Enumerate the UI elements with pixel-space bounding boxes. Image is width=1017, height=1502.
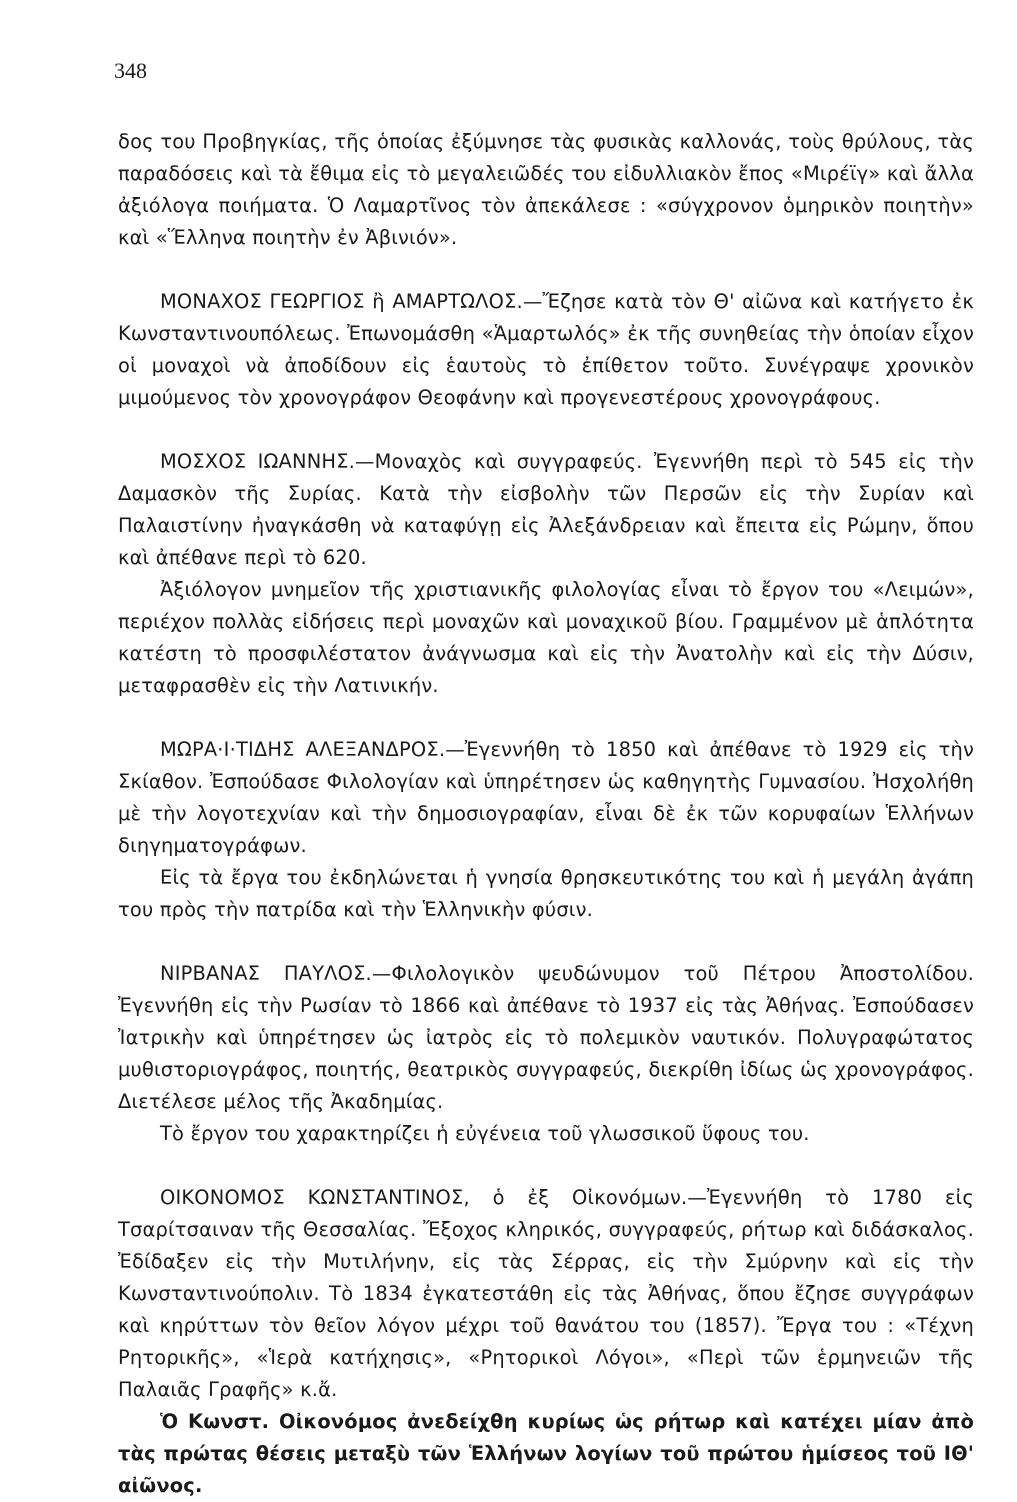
entry-paragraph: ΜΩΡΑ·Ι·ΤΙΔΗΣ ΑΛΕΞΑΝΔΡΟΣ.—Ἐγεννήθη τὸ 1850 καὶ ἀπέθανε τὸ 1929 εἰς τὴν Σκίαθον. Ἐσπούδασε Φιλολογίαν καὶ ὑπηρέτησεν ὡς καθηγητὴς Γυμνασίου. Ἠσχολήθη μὲ τὴν λογοτεχνίαν καὶ τὴν δημοσιογραφίαν, εἶναι δὲ ἐκ τῶν κορυφαίων Ἑλλήνων διηγηματογράφων.: [118, 738, 974, 857]
entry-paragraph: ΝΙΡΒΑΝΑΣ ΠΑΥΛΟΣ.—Φιλολογικὸν ψευδώνυμον τοῦ Πέτρου Ἀποστολίδου. Ἐγεννήθη εἰς τὴν Ρωσίαν τὸ 1866 καὶ ἀπέθανε τὸ 1937 εἰς τὰς Ἀθήνας. Ἐσπούδασεν Ἰατρικὴν καὶ ὑπηρέτησεν ὡς ἰατρὸς εἰς τὸ πολεμικὸν ναυτικόν. Πολυγραφώτατος μυθιστοριογράφος, ποιητής, θεατρικὸς συγγραφεύς, διεκρίθη ἰδίως ὡς χρονογράφος. Διετέλεσε μέλος τῆς Ἀκαδημίας.: [118, 962, 974, 1113]
intro-paragraph: δος του Προβηγκίας, τῆς ὁποίας ἐξύμνησε τὰς φυσικὰς καλλονάς, τοὺς θρύλους, τὰς παραδόσεις καὶ τὰ ἔθιμα εἰς τὸ μεγαλειῶδές του εἰδυλλιακὸν ἔπος «Μιρέϊγ» καὶ ἄλλα ἀξιόλογα ποιήματα. Ὁ Λαμαρτῖνος τὸν ἀπεκάλεσε : «σύγχρονον ὁμηρικὸν ποιητὴν» καὶ «Ἕλληνα ποιητὴν ἐν Ἀβινιόν».: [118, 130, 974, 249]
entry-paragraph: ΟΙΚΟΝΟΜΟΣ ΚΩΝΣΤΑΝΤΙΝΟΣ, ὁ ἐξ Οἰκονόμων.—Ἐγεννήθη τὸ 1780 εἰς Τσαρίτσαιναν τῆς Θεσσαλίας. Ἔξοχος κληρικός, συγγραφεύς, ρήτωρ καὶ διδάσκαλος. Ἐδίδαξεν εἰς τὴν Μυτιλήνην, εἰς τὰς Σέρρας, εἰς τὴν Σμύρνην καὶ εἰς τὴν Κωνσταντινούπολιν. Τὸ 1834 ἐγκατεστάθη εἰς τὰς Ἀθήνας, ὅπου ἔζησε συγγράφων καὶ κηρύττων τὸν θεῖον λόγον μέχρι τοῦ θανάτου του (1857). Ἔργα του : «Τέχνη Ρητορικῆς», «Ἱερὰ κατήχησις», «Ρητορικοὶ Λόγοι», «Περὶ τῶν ἑρμηνειῶν τῆς Παλαιᾶς Γραφῆς» κ.ἄ.: [118, 1186, 974, 1401]
entry-paragraph: ΜΟΣΧΟΣ ΙΩΑΝΝΗΣ.—Μοναχὸς καὶ συγγραφεύς. Ἐγεννήθη περὶ τὸ 545 εἰς τὴν Δαμασκὸν τῆς Συρίας. Κατὰ τὴν εἰσβολὴν τῶν Περσῶν εἰς τὴν Συρίαν καὶ Παλαιστίνην ἠναγκάσθη νὰ καταφύγῃ εἰς Ἀλεξάνδρειαν καὶ ἔπειτα εἰς Ρώμην, ὅπου καὶ ἀπέθανε περὶ τὸ 620.: [118, 450, 974, 569]
entry-oikonomos-konstantinos: [118, 1182, 974, 1502]
page-body: [118, 126, 974, 1502]
entry-paragraph: Ἀξιόλογον μνημεῖον τῆς χριστιανικῆς φιλολογίας εἶναι τὸ ἔργον του «Λειμών», περιέχον πολλὰς εἰδήσεις περὶ μοναχῶν καὶ μοναχικοῦ βίου. Γραμμένον μὲ ἁπλότητα κατέστη τὸ προσφιλέστατον ἀνάγνωσμα καὶ εἰς τὴν Ἀνατολὴν καὶ εἰς τὴν Δύσιν, μεταφρασθὲν εἰς τὴν Λατινικήν.: [118, 578, 974, 697]
page-number: 348: [114, 58, 147, 83]
entry-paragraph: ΜΟΝΑΧΟΣ ΓΕΩΡΓΙΟΣ ἢ ΑΜΑΡΤΩΛΟΣ.—Ἔζησε κατὰ τὸν Θ' αἰῶνα καὶ κατήγετο ἐκ Κωνσταντινουπόλεως. Ἐπωνομάσθη «Ἁμαρτωλός» ἐκ τῆς συνηθείας τὴν ὁποίαν εἶχον οἱ μοναχοὶ νὰ ἀποδίδουν εἰς ἑαυτοὺς τὸ ἐπίθετον τοῦτο. Συνέγραψε χρονικὸν μιμούμενος τὸν χρονογράφον Θεοφάνην καὶ προγενεστέρους χρονογράφους.: [118, 290, 974, 409]
entry-monachos-georgios: [118, 286, 974, 414]
entry-closing-paragraph: Ὁ Κωνστ. Οἰκονόμος ἀνεδείχθη κυρίως ὡς ρήτωρ καὶ κατέχει μίαν ἀπὸ τὰς πρώτας θέσεις μεταξὺ τῶν Ἑλλήνων λογίων τοῦ πρώτου ἡμίσεος τοῦ ΙΘ' αἰῶνος.: [118, 1410, 974, 1497]
entry-nirvanas-pavlos: [118, 958, 974, 1150]
entry-moschos-ioannis: [118, 446, 974, 702]
entry-paragraph: Εἰς τὰ ἔργα του ἐκδηλώνεται ἡ γνησία θρησκευτικότης του καὶ ἡ μεγάλη ἀγάπη του πρὸς τὴν πατρίδα καὶ τὴν Ἑλληνικὴν φύσιν.: [118, 866, 974, 921]
entry-paragraph: Τὸ ἔργον του χαρακτηρίζει ἡ εὐγένεια τοῦ γλωσσικοῦ ὕφους του.: [160, 1122, 810, 1145]
entry-moraitidis-alexandros: [118, 734, 974, 926]
